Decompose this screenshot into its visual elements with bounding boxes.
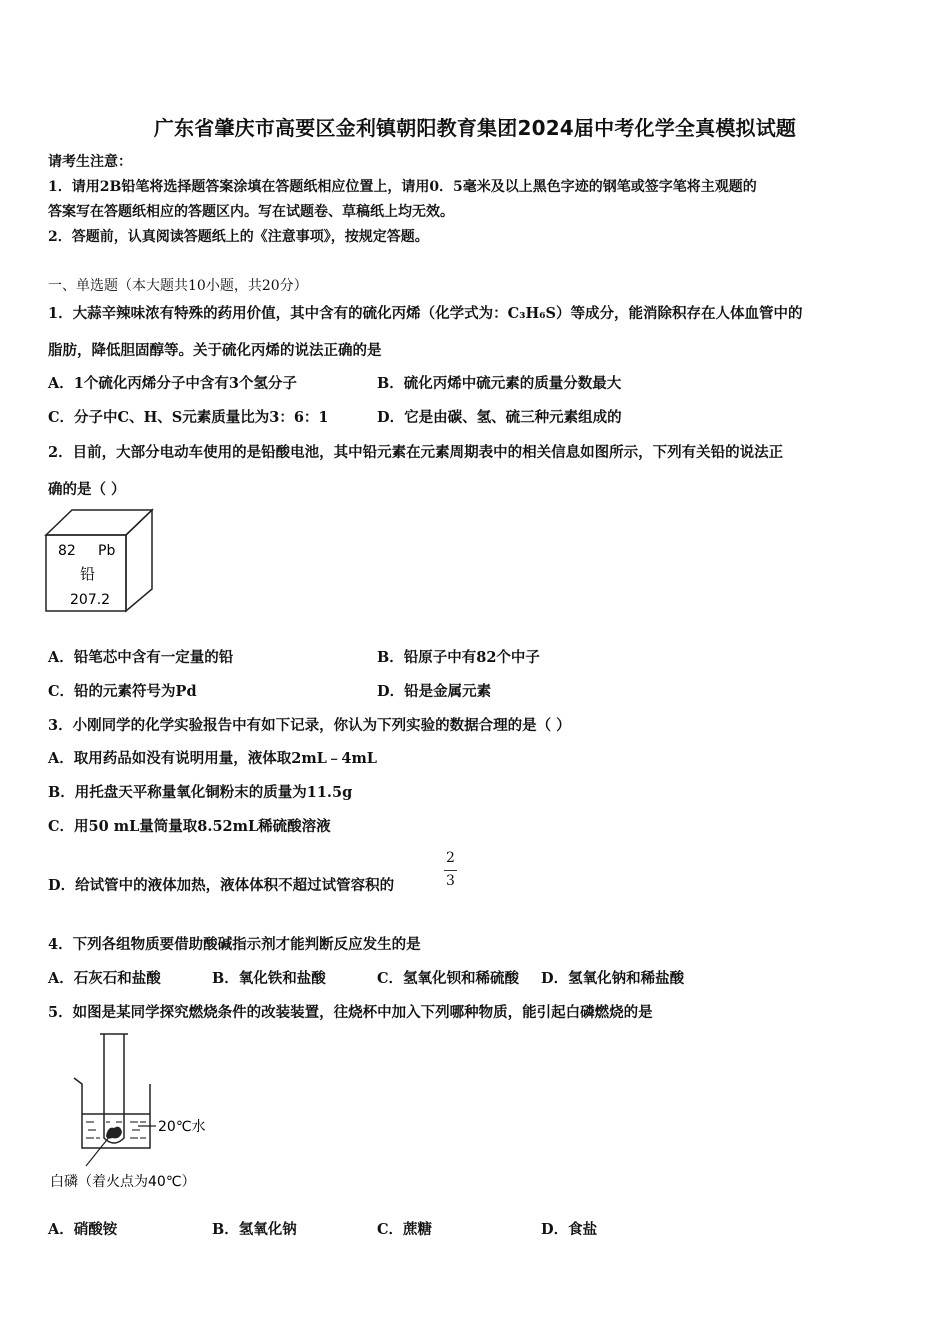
notice-line-1a: 1．请用2B铅笔将选择题答案涂填在答题纸相应位置上，请用0．5毫米及以上黑色字迹的钢笔或签字笔将主观题的: [48, 179, 757, 195]
water-label: 20℃水: [158, 1119, 206, 1135]
q4-stem: 4．下列各组物质要借助酸碱指示剂才能判断反应发生的是: [48, 936, 421, 953]
element-symbol: Pb: [98, 543, 116, 559]
q2-option-a: A．铅笔芯中含有一定量的铅: [48, 649, 234, 666]
section-heading: 一、单选题（本大题共10小题，共20分）: [48, 278, 308, 294]
q1-option-a: A．1个硫化丙烯分子中含有3个氢分子: [48, 375, 297, 392]
q5-stem: 5．如图是某同学探究燃烧条件的改装装置，往烧杯中加入下列哪种物质，能引起白磷燃烧的是: [48, 1004, 653, 1021]
fraction-denominator: 3: [446, 873, 455, 889]
element-name: 铅: [80, 565, 96, 583]
q2-option-d: D．铅是金属元素: [377, 683, 492, 700]
q3-option-a: A．取用药品如没有说明用量，液体取2mL﹣4mL: [48, 750, 378, 767]
periodic-table-cell-figure: [44, 507, 156, 615]
q5-option-b: B．氢氧化钠: [212, 1221, 297, 1238]
element-mass: 207.2: [70, 592, 111, 608]
notice-heading: 请考生注意：: [48, 154, 132, 170]
white-phosphorus: [106, 1127, 122, 1139]
q5-option-a: A．硝酸铵: [48, 1221, 118, 1238]
fraction-numerator: 2: [446, 850, 455, 866]
fraction-bar: [444, 870, 457, 871]
q2-stem-a: 2．目前，大部分电动车使用的是铅酸电池，其中铅元素在元素周期表中的相关信息如图所示，下列有关铅的说法正: [48, 444, 784, 461]
q3-stem: 3．小刚同学的化学实验报告中有如下记录，你认为下列实验的数据合理的是（ ）: [48, 717, 571, 734]
q3-option-b: B．用托盘天平称量氧化铜粉末的质量为11.5g: [48, 784, 353, 801]
q4-option-b: B．氧化铁和盐酸: [212, 970, 326, 987]
combustion-apparatus-figure: [44, 1030, 224, 1196]
q1-stem-b: 脂肪，降低胆固醇等。关于硫化丙烯的说法正确的是: [48, 342, 382, 359]
q1-option-c: C．分子中C、H、S元素质量比为3：6：1: [48, 409, 329, 426]
phosphorus-label-leader: [86, 1136, 110, 1166]
q5-option-c: C．蔗糖: [377, 1221, 433, 1238]
q1-option-b: B．硫化丙烯中硫元素的质量分数最大: [377, 375, 622, 392]
q1-stem-a: 1．大蒜辛辣味浓有特殊的药用价值，其中含有的硫化丙烯（化学式为：C₃H₆S）等成分，能消除积存在人体血管中的: [48, 305, 803, 322]
q2-stem-b: 确的是（ ）: [48, 481, 126, 498]
test-tube: [104, 1034, 124, 1143]
q4-option-d: D．氢氧化钠和稀盐酸: [541, 970, 685, 987]
q3-option-c: C．用50 mL量筒量取8.52mL稀硫酸溶液: [48, 818, 331, 835]
q5-option-d: D．食盐: [541, 1221, 598, 1238]
notice-line-2: 2．答题前，认真阅读答题纸上的《注意事项》，按规定答题。: [48, 229, 429, 245]
phosphorus-label: 白磷（着火点为40℃）: [50, 1174, 196, 1190]
cell-side-face: [126, 510, 152, 611]
notice-line-1b: 答案写在答题纸相应的答题区内。写在试题卷、草稿纸上均无效。: [48, 204, 454, 220]
page-title: 广东省肇庆市高要区金利镇朝阳教育集团2024届中考化学全真模拟试题: [153, 116, 797, 140]
q1-option-d: D．它是由碳、氢、硫三种元素组成的: [377, 409, 622, 426]
q4-option-a: A．石灰石和盐酸: [48, 970, 161, 987]
cell-top-face: [46, 510, 152, 535]
q2-option-b: B．铅原子中有82个中子: [377, 649, 540, 666]
q2-option-c: C．铅的元素符号为Pd: [48, 683, 197, 700]
q4-option-c: C．氢氧化钡和稀硫酸: [377, 970, 520, 987]
q3-option-d: D．给试管中的液体加热，液体体积不超过试管容积的: [48, 877, 395, 894]
element-number: 82: [58, 543, 76, 559]
